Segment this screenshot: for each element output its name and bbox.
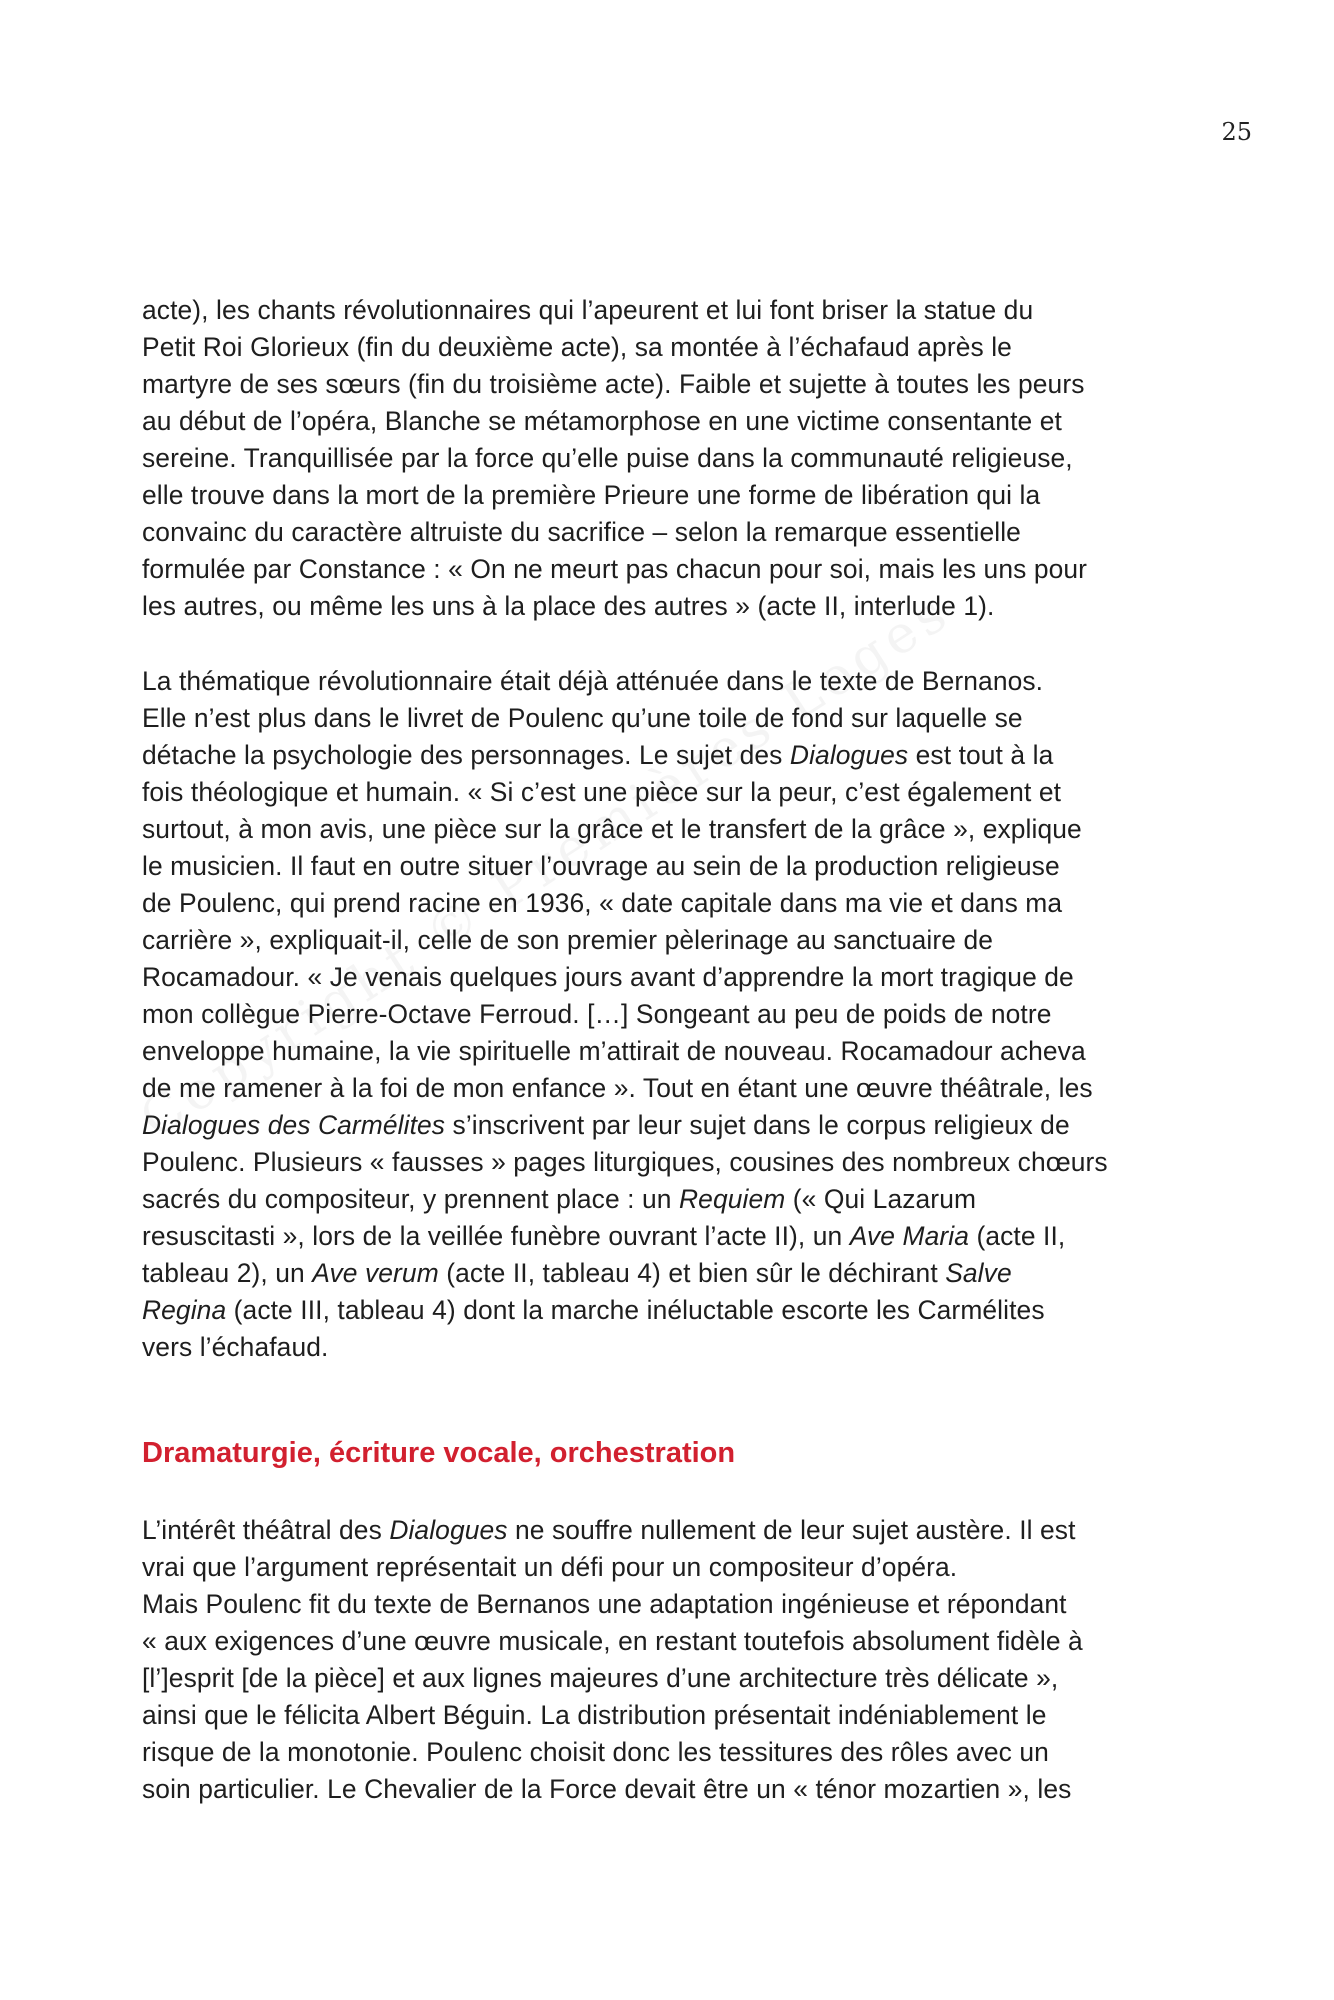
paragraph-line: La thématique révolutionnaire était déjà atténuée dans le texte de Bernanos. [142,666,1044,696]
paragraph-line: Rocamadour. « Je venais quelques jours avant d’apprendre la mort tragique de [142,962,1074,992]
paragraph-2 [142,663,1192,1366]
paragraph-line: Dialogues des Carmélites s’inscrivent par leur sujet dans le corpus religieux de [142,1110,1070,1140]
paragraph-line: convainc du caractère altruiste du sacrifice – selon la remarque essentielle [142,517,1021,547]
paragraph-line: Poulenc. Plusieurs « fausses » pages liturgiques, cousines des nombreux chœurs [142,1147,1108,1177]
paragraph-line: vers l’échafaud. [142,1332,329,1362]
italic-title: Ave Maria [849,1221,970,1251]
paragraph-line: le musicien. Il faut en outre situer l’ouvrage au sein de la production religieuse [142,851,1060,881]
italic-title: Salve [945,1258,1012,1288]
paragraph-line: Petit Roi Glorieux (fin du deuxième acte), sa montée à l’échafaud après le [142,332,1012,362]
paragraph-line: tableau 2), un Ave verum (acte II, tableau 4) et bien sûr le déchirant Salve [142,1258,1012,1288]
italic-title: Dialogues [789,740,909,770]
italic-title: Ave verum [312,1258,439,1288]
paragraph-line: ainsi que le félicita Albert Béguin. La distribution présentait indéniablement le [142,1700,1047,1730]
paragraph-line: sacrés du compositeur, y prennent place : un Requiem (« Qui Lazarum [142,1184,977,1214]
paragraph-line: Regina (acte III, tableau 4) dont la marche inéluctable escorte les Carmélites [142,1295,1045,1325]
italic-title: Regina [142,1295,227,1325]
paragraph-line: de me ramener à la foi de mon enfance ». Tout en étant une œuvre théâtrale, les [142,1073,1093,1103]
paragraph-line: resuscitasti », lors de la veillée funèbre ouvrant l’acte II), un Ave Maria (acte II, [142,1221,1066,1251]
paragraph-line: surtout, à mon avis, une pièce sur la grâce et le transfert de la grâce », explique [142,814,1082,844]
paragraph-line: elle trouve dans la mort de la première Prieure une forme de libération qui la [142,480,1041,510]
paragraph-line: martyre de ses sœurs (fin du troisième acte). Faible et sujette à toutes les peurs [142,369,1085,399]
paragraph-line: enveloppe humaine, la vie spirituelle m’attirait de nouveau. Rocamadour acheva [142,1036,1086,1066]
paragraph-line: soin particulier. Le Chevalier de la Force devait être un « ténor mozartien », les [142,1774,1072,1804]
paragraph-line: fois théologique et humain. « Si c’est une pièce sur la peur, c’est également et [142,777,1062,807]
italic-title: Requiem [679,1184,786,1214]
section-heading: Dramaturgie, écriture vocale, orchestration [142,1437,736,1469]
paragraph-1 [142,292,1192,625]
paragraph-line: mon collègue Pierre-Octave Ferroud. […] Songeant au peu de poids de notre [142,999,1052,1029]
paragraph-line: acte), les chants révolutionnaires qui l’apeurent et lui font briser la statue du [142,295,1034,325]
paragraph-line: au début de l’opéra, Blanche se métamorphose en une victime consentante et [142,406,1062,436]
paragraph-line: sereine. Tranquillisée par la force qu’elle puise dans la communauté religieuse, [142,443,1073,473]
paragraph-line: « aux exigences d’une œuvre musicale, en restant toutefois absolument fidèle à [142,1626,1083,1656]
italic-title: Dialogues [389,1515,508,1545]
paragraph-line: carrière », expliquait-il, celle de son premier pèlerinage au sanctuaire de [142,925,993,955]
italic-title: Dialogues des Carmélites [142,1110,446,1140]
paragraph-line: détache la psychologie des personnages. Le sujet des Dialogues est tout à la [142,740,1054,770]
paragraph-line: L’intérêt théâtral des Dialogues ne souffre nullement de leur sujet austère. Il est [142,1515,1076,1545]
paragraph-line: de Poulenc, qui prend racine en 1936, « date capitale dans ma vie et dans ma [142,888,1063,918]
paragraph-3 [142,1512,1192,1808]
paragraph-line: Elle n’est plus dans le livret de Poulenc qu’une toile de fond sur laquelle se [142,703,1023,733]
paragraph-line: vrai que l’argument représentait un défi pour un compositeur d’opéra. [142,1552,958,1582]
paragraph-line: [l’]esprit [de la pièce] et aux lignes majeures d’une architecture très délicate », [142,1663,1059,1693]
paragraph-line: Mais Poulenc fit du texte de Bernanos une adaptation ingénieuse et répondant [142,1589,1067,1619]
paragraph-line: risque de la monotonie. Poulenc choisit donc les tessitures des rôles avec un [142,1737,1049,1767]
paragraph-line: les autres, ou même les uns à la place des autres » (acte II, interlude 1). [142,591,995,621]
page-number: 25 [1221,118,1252,146]
paragraph-line: formulée par Constance : « On ne meurt pas chacun pour soi, mais les uns pour [142,554,1088,584]
